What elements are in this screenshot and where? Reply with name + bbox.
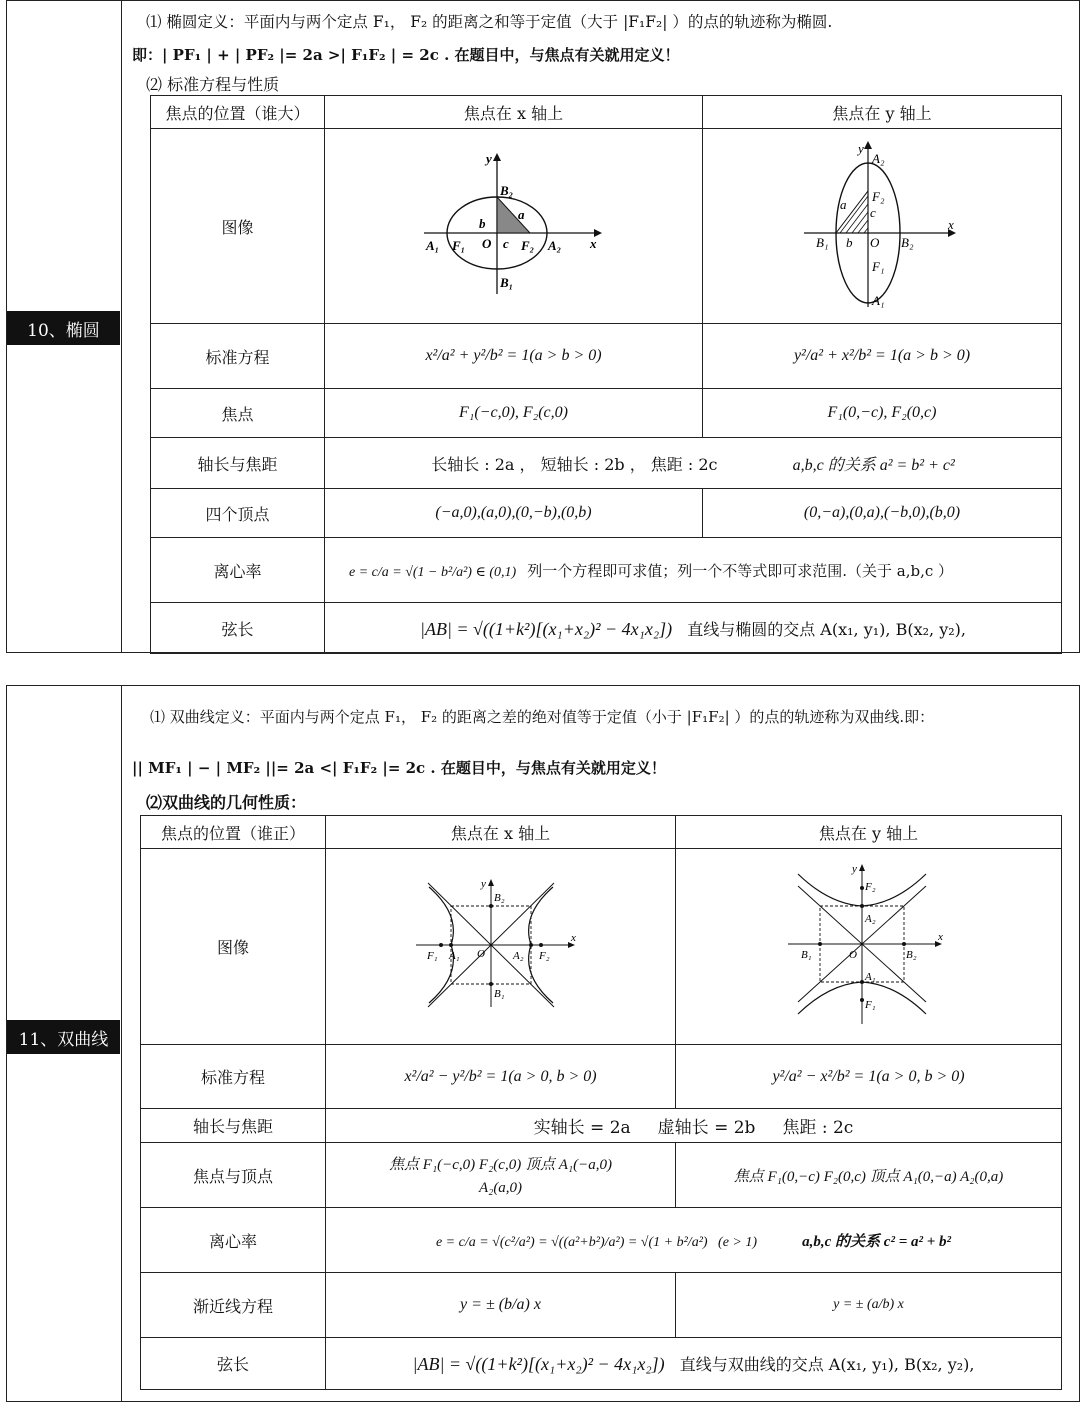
ellipse-figure-y-cell: [703, 129, 1062, 324]
svg-text:F₁: F₁: [872, 259, 885, 274]
hyperbola-definition-line2: || MF₁ | − | MF₂ ||= 2a <| F₁F₂ |= 2c . 在题目中，与焦点有关就用定义！: [132, 759, 666, 777]
ellipse-figure-x-cell: [325, 129, 703, 324]
svg-text:A₂: A₂: [872, 151, 885, 166]
hyperbola-row-image-label: 图像: [141, 849, 326, 1045]
svg-text:A₁: A₁: [872, 293, 885, 308]
ellipse-figure-y: [802, 139, 962, 309]
svg-text:y: y: [485, 151, 492, 166]
ellipse-row-chord-label: 弦长: [151, 603, 325, 654]
ellipse-subtitle: ⑵ 标准方程与性质: [146, 75, 280, 94]
hyperbola-fv-y: 焦点 F₁(0,−c) F₂(0,c) 顶点 A₁(0,−a) A₂(0,a): [676, 1143, 1062, 1208]
ellipse-row-vertex-label: 四个顶点: [151, 489, 325, 538]
hyperbola-chord-cell: [326, 1338, 1062, 1390]
hyperbola-row-axis-label: 轴长与焦距: [141, 1109, 326, 1143]
hyperbola-chord-formula: |AB| = √((1+k²)[(x₁+x₂)² − 4x₁x₂]): [412, 1354, 665, 1374]
svg-text:y: y: [480, 877, 486, 890]
svg-text:b: b: [846, 235, 853, 250]
svg-text:F₁: F₁: [426, 949, 438, 962]
hyperbola-header-x: 焦点在 x 轴上: [326, 816, 676, 849]
hyperbola-chord-note: 直线与双曲线的交点 A(x₁, y₁), B(x₂, y₂),: [679, 1355, 975, 1374]
svg-text:F₂: F₂: [872, 189, 885, 204]
hyperbola-row-std-label: 标准方程: [141, 1045, 326, 1109]
svg-text:x: x: [937, 930, 943, 943]
svg-text:y: y: [858, 141, 864, 156]
ellipse-ecc-note: 列一个方程即可求值；列一个不等式即可求范围.（关于 a,b,c ）: [527, 561, 954, 580]
svg-text:x: x: [589, 236, 596, 251]
hyperbola-row-fv-label: 焦点与顶点: [141, 1143, 326, 1208]
ellipse-focus-y: F₁(0,−c), F₂(0,c): [703, 389, 1062, 438]
ellipse-vertex-y: (0,−a),(0,a),(−b,0),(b,0): [703, 489, 1062, 538]
svg-text:b: b: [478, 216, 485, 231]
hyperbola-axis-text: 实轴长 = 2a 虚轴长 = 2b 焦距 : 2c: [326, 1109, 1062, 1143]
svg-text:B₁: B₁: [493, 987, 505, 1000]
ellipse-chord-cell: [325, 603, 1062, 654]
hyperbola-row-asym-label: 渐近线方程: [141, 1273, 326, 1338]
ellipse-axis-cell: [325, 438, 1062, 489]
hyperbola-figure-x-cell: [326, 849, 676, 1045]
svg-text:B₂: B₂: [493, 891, 505, 904]
svg-text:F₁: F₁: [864, 998, 876, 1011]
ellipse-row-image-label: 图像: [151, 129, 325, 324]
ellipse-row-ecc-label: 离心率: [151, 538, 325, 603]
ellipse-ecc-formula: e = c/a = √(1 − b²/a²) ∈ (0,1): [349, 564, 517, 580]
svg-text:A₁: A₁: [864, 970, 876, 983]
hyperbola-header-position: 焦点的位置（谁正）: [141, 816, 326, 849]
svg-text:A₁: A₁: [448, 949, 460, 962]
ellipse-std-x: x²/a² + y²/b² = 1(a > b > 0): [325, 324, 703, 389]
ellipse-header-position: 焦点的位置（谁大）: [151, 96, 325, 129]
ellipse-std-y: y²/a² + x²/b² = 1(a > b > 0): [703, 324, 1062, 389]
hyperbola-side-label: 11、双曲线: [7, 1020, 120, 1054]
hyperbola-asym-x: y = ± (b/a) x: [326, 1273, 676, 1338]
ellipse-chord-note: 直线与椭圆的交点 A(x₁, y₁), B(x₂, y₂),: [687, 619, 966, 639]
ellipse-definition-line1: ⑴ 椭圆定义：平面内与两个定点 F₁， F₂ 的距离之和等于定值（大于 |F₁F₂| ）的点的轨迹称为椭圆.: [146, 13, 833, 31]
hyperbola-figure-y-cell: [676, 849, 1062, 1045]
hyperbola-std-y: y²/a² − x²/b² = 1(a > 0, b > 0): [676, 1045, 1062, 1109]
hyperbola-fv-x-cell: [326, 1143, 676, 1208]
hyperbola-header-y: 焦点在 y 轴上: [676, 816, 1062, 849]
svg-text:A₁: A₁: [425, 238, 439, 253]
svg-text:B₁: B₁: [816, 235, 829, 250]
ellipse-row-focus-label: 焦点: [151, 389, 325, 438]
hyperbola-asym-y: y = ± (a/b) x: [676, 1273, 1062, 1338]
svg-text:c: c: [502, 236, 509, 251]
svg-text:x: x: [570, 931, 576, 944]
svg-text:c: c: [870, 205, 876, 220]
hyperbola-ecc-formula: e = c/a = √(c²/a²) = √((a²+b²)/a²) = √(1 + b²/a²) (e > 1): [435, 1234, 758, 1250]
svg-text:B₂: B₂: [901, 235, 914, 250]
svg-text:A₂: A₂: [512, 949, 524, 962]
ellipse-vertex-x: (−a,0),(a,0),(0,−b),(0,b): [325, 489, 703, 538]
ellipse-axis-text: 长轴长 : 2a ， 短轴长 : 2b ， 焦距 : 2c: [431, 454, 718, 474]
svg-text:A₂: A₂: [547, 238, 561, 253]
ellipse-table: [150, 95, 1062, 654]
hyperbola-row-chord-label: 弦长: [141, 1338, 326, 1390]
svg-text:F₂: F₂: [864, 880, 876, 893]
svg-text:F₂: F₂: [520, 238, 534, 253]
svg-text:A₂: A₂: [864, 912, 876, 925]
ellipse-header-y: 焦点在 y 轴上: [703, 96, 1062, 129]
hyperbola-std-x: x²/a² − y²/b² = 1(a > 0, b > 0): [326, 1045, 676, 1109]
svg-text:O: O: [481, 236, 491, 251]
ellipse-focus-x: F₁(−c,0), F₂(c,0): [325, 389, 703, 438]
hyperbola-fv-x-line2: A₂(a,0): [478, 1180, 523, 1196]
svg-text:a: a: [840, 197, 847, 212]
hyperbola-row-ecc-label: 离心率: [141, 1208, 326, 1273]
hyperbola-figure-y: [784, 860, 954, 1030]
ellipse-axis-relation: a,b,c 的关系 a² = b² + c²: [792, 456, 955, 474]
hyperbola-ecc-cell: [326, 1208, 1062, 1273]
svg-text:O: O: [476, 947, 485, 960]
svg-text:B₂: B₂: [499, 183, 513, 198]
svg-text:y: y: [851, 862, 857, 875]
hyperbola-table: [140, 815, 1062, 1390]
hyperbola-figure-x: [411, 875, 591, 1015]
ellipse-side-label: 10、椭圆: [7, 311, 120, 345]
ellipse-definition-line2: 即：| PF₁ | + | PF₂ |= 2a >| F₁F₂ | = 2c . 在题目中，与焦点有关就用定义！: [132, 46, 680, 64]
hyperbola-definition-line1: ⑴ 双曲线定义：平面内与两个定点 F₁， F₂ 的距离之差的绝对值等于定值（小于 |F₁F₂| ）的点的轨迹称为双曲线.即：: [150, 708, 935, 726]
ellipse-ecc-cell: [325, 538, 1062, 603]
ellipse-figure-x: [424, 149, 604, 299]
svg-text:B₂: B₂: [905, 948, 917, 961]
svg-text:a: a: [517, 207, 524, 222]
hyperbola-ecc-relation: a,b,c 的关系 c² = a² + b²: [802, 1233, 952, 1250]
svg-text:O: O: [848, 948, 857, 961]
svg-text:O: O: [870, 235, 880, 250]
svg-text:B₁: B₁: [499, 275, 513, 290]
ellipse-row-std-label: 标准方程: [151, 324, 325, 389]
hyperbola-subtitle: ⑵双曲线的几何性质：: [146, 793, 307, 812]
svg-text:B₁: B₁: [800, 948, 812, 961]
ellipse-header-x: 焦点在 x 轴上: [325, 96, 703, 129]
hyperbola-fv-x-line1: 焦点 F₁(−c,0) F₂(c,0) 顶点 A₁(−a,0): [389, 1157, 612, 1173]
ellipse-divider: [121, 0, 122, 653]
hyperbola-divider: [121, 685, 122, 1402]
svg-text:F₂: F₂: [538, 949, 550, 962]
ellipse-row-axis-label: 轴长与焦距: [151, 438, 325, 489]
ellipse-chord-formula: |AB| = √((1+k²)[(x₁+x₂)² − 4x₁x₂]): [420, 618, 673, 639]
svg-text:F₁: F₁: [451, 238, 465, 253]
svg-text:x: x: [948, 217, 954, 232]
